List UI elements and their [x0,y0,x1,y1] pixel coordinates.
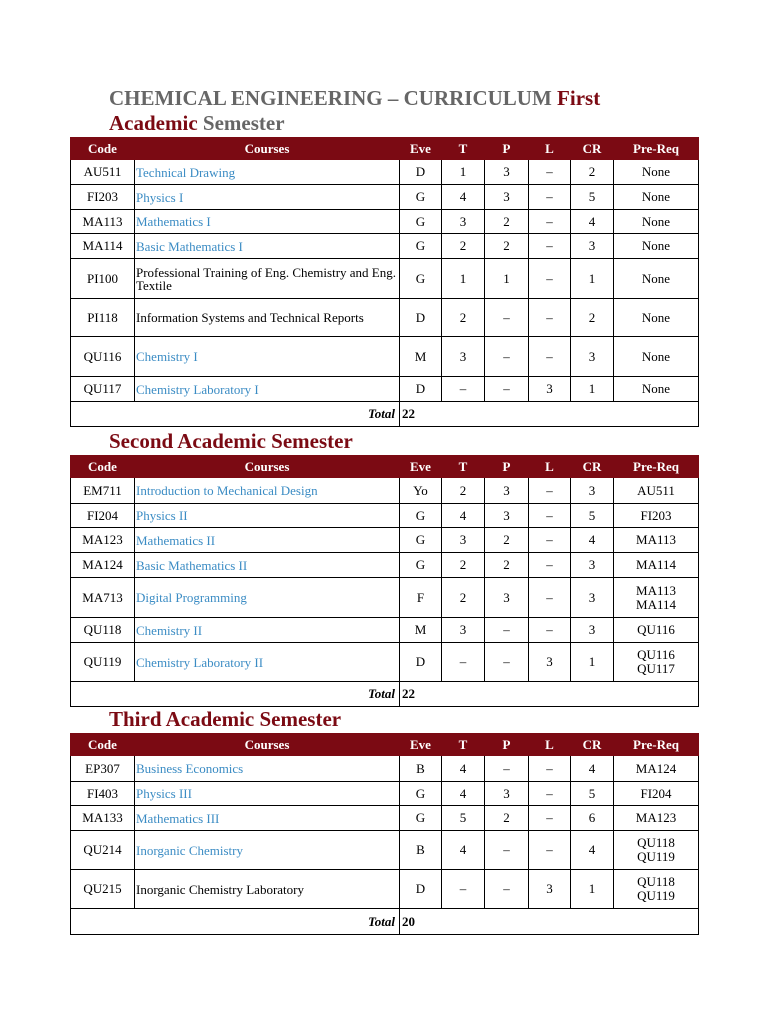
cell-course[interactable]: Mathematics I [135,210,400,234]
cell-prereq: None [614,234,699,259]
cell-cr: 3 [571,578,614,618]
cell-code: MA713 [71,578,135,618]
cell-p: 3 [485,185,529,210]
cell-l: – [529,210,571,234]
column-header-t: T [442,456,485,478]
cell-prereq: QU118 QU119 [614,870,699,909]
cell-p: 3 [485,160,529,185]
title-academic: Academic [109,111,198,135]
cell-eve: M [400,337,442,377]
total-value: 22 [400,682,442,707]
title-main: CHEMICAL ENGINEERING – CURRICULUM [109,86,552,110]
cell-p: 2 [485,553,529,578]
table-row [71,831,699,870]
table-row [71,259,699,299]
cell-code: FI204 [71,504,135,528]
cell-prereq: QU118 QU119 [614,831,699,870]
cell-course[interactable]: Introduction to Mechanical Design [135,478,400,504]
cell-t: 4 [442,782,485,806]
column-header-eve: Eve [400,456,442,478]
column-header-courses: Courses [135,734,400,756]
total-spacer [442,402,699,427]
cell-l: – [529,185,571,210]
cell-code: MA124 [71,553,135,578]
cell-eve: M [400,618,442,643]
second-semester-table [70,455,699,707]
cell-course: Inorganic Chemistry Laboratory [135,870,400,909]
cell-prereq: AU511 [614,478,699,504]
cell-code: EP307 [71,756,135,782]
cell-l: – [529,578,571,618]
cell-t: – [442,377,485,402]
table-row [71,377,699,402]
cell-course[interactable]: Mathematics II [135,528,400,553]
cell-prereq: None [614,185,699,210]
cell-t: 3 [442,337,485,377]
cell-cr: 1 [571,643,614,682]
column-header-p: P [485,456,529,478]
cell-course[interactable]: Business Economics [135,756,400,782]
column-header-t: T [442,138,485,160]
cell-code: QU119 [71,643,135,682]
cell-cr: 3 [571,478,614,504]
cell-course[interactable]: Technical Drawing [135,160,400,185]
total-row [71,402,699,427]
total-row [71,682,699,707]
cell-course[interactable]: Basic Mathematics I [135,234,400,259]
cell-t: 3 [442,618,485,643]
cell-eve: D [400,870,442,909]
column-header-prereq: Pre-Req [614,456,699,478]
table-row [71,185,699,210]
cell-l: – [529,478,571,504]
cell-l: 3 [529,870,571,909]
cell-p: – [485,756,529,782]
cell-p: 2 [485,806,529,831]
cell-l: – [529,553,571,578]
cell-course[interactable]: Chemistry Laboratory II [135,643,400,682]
cell-code: FI403 [71,782,135,806]
column-header-p: P [485,138,529,160]
column-header-code: Code [71,734,135,756]
cell-code: QU117 [71,377,135,402]
cell-p: – [485,870,529,909]
cell-eve: G [400,185,442,210]
title-semester: Semester [202,111,285,135]
table-row [71,504,699,528]
table-header-row [71,456,699,478]
column-header-l: L [529,734,571,756]
column-header-prereq: Pre-Req [614,734,699,756]
column-header-l: L [529,138,571,160]
column-header-eve: Eve [400,138,442,160]
cell-l: – [529,806,571,831]
column-header-code: Code [71,456,135,478]
cell-eve: G [400,806,442,831]
cell-t: 2 [442,478,485,504]
cell-course[interactable]: Physics III [135,782,400,806]
third-semester-table [70,733,699,935]
cell-p: – [485,299,529,337]
cell-course[interactable]: Digital Programming [135,578,400,618]
cell-p: – [485,643,529,682]
cell-t: 2 [442,299,485,337]
cell-eve: D [400,643,442,682]
cell-cr: 1 [571,259,614,299]
cell-t: 5 [442,806,485,831]
table-header-row [71,138,699,160]
cell-p: 2 [485,234,529,259]
cell-l: – [529,337,571,377]
cell-eve: F [400,578,442,618]
cell-p: 3 [485,504,529,528]
cell-p: 3 [485,478,529,504]
total-label: Total [71,402,400,427]
second-semester-title: Second Academic Semester [109,429,353,453]
table-row [71,643,699,682]
cell-p: – [485,337,529,377]
cell-l: – [529,234,571,259]
cell-eve: G [400,504,442,528]
cell-l: 3 [529,643,571,682]
column-header-code: Code [71,138,135,160]
total-value: 22 [400,402,442,427]
cell-eve: D [400,299,442,337]
cell-eve: G [400,234,442,259]
column-header-t: T [442,734,485,756]
table-row [71,234,699,259]
cell-prereq: MA123 [614,806,699,831]
cell-l: – [529,259,571,299]
page-title-line2 [109,111,285,136]
cell-code: QU215 [71,870,135,909]
total-row [71,909,699,935]
cell-p: 2 [485,210,529,234]
cell-t: 3 [442,210,485,234]
cell-l: – [529,782,571,806]
cell-cr: 2 [571,299,614,337]
table-row [71,528,699,553]
cell-cr: 2 [571,160,614,185]
cell-t: 2 [442,234,485,259]
cell-t: – [442,643,485,682]
column-header-eve: Eve [400,734,442,756]
cell-course[interactable]: Chemistry Laboratory I [135,377,400,402]
page-title [109,86,600,111]
first-semester-table [70,137,699,427]
cell-eve: G [400,259,442,299]
cell-course[interactable]: Basic Mathematics II [135,553,400,578]
column-header-cr: CR [571,734,614,756]
cell-prereq: FI203 [614,504,699,528]
cell-code: MA113 [71,210,135,234]
cell-code: MA123 [71,528,135,553]
cell-cr: 4 [571,831,614,870]
cell-cr: 4 [571,210,614,234]
cell-cr: 5 [571,782,614,806]
cell-t: 1 [442,259,485,299]
cell-prereq: MA124 [614,756,699,782]
cell-t: 4 [442,756,485,782]
cell-t: 3 [442,528,485,553]
cell-eve: D [400,377,442,402]
cell-l: – [529,504,571,528]
cell-code: AU511 [71,160,135,185]
table-row [71,553,699,578]
total-label: Total [71,909,400,935]
cell-cr: 1 [571,377,614,402]
cell-prereq: QU116 [614,618,699,643]
cell-l: – [529,618,571,643]
cell-code: QU118 [71,618,135,643]
cell-eve: B [400,831,442,870]
cell-code: EM711 [71,478,135,504]
cell-cr: 1 [571,870,614,909]
cell-eve: G [400,553,442,578]
cell-course[interactable]: Chemistry I [135,337,400,377]
column-header-p: P [485,734,529,756]
cell-t: 4 [442,831,485,870]
cell-p: 3 [485,782,529,806]
cell-eve: G [400,782,442,806]
cell-course[interactable]: Physics II [135,504,400,528]
column-header-cr: CR [571,138,614,160]
cell-prereq: MA114 [614,553,699,578]
cell-cr: 3 [571,618,614,643]
cell-l: 3 [529,377,571,402]
cell-t: 2 [442,553,485,578]
column-header-courses: Courses [135,456,400,478]
total-value: 20 [400,909,442,935]
cell-cr: 3 [571,337,614,377]
table-row [71,756,699,782]
cell-l: – [529,528,571,553]
cell-eve: D [400,160,442,185]
table-header-row [71,734,699,756]
cell-code: QU116 [71,337,135,377]
cell-course[interactable]: Chemistry II [135,618,400,643]
cell-prereq: FI204 [614,782,699,806]
cell-prereq: None [614,337,699,377]
cell-t: 4 [442,504,485,528]
cell-eve: Yo [400,478,442,504]
table-row [71,210,699,234]
cell-code: MA114 [71,234,135,259]
title-first: First [557,86,601,110]
total-label: Total [71,682,400,707]
cell-prereq: None [614,160,699,185]
cell-cr: 4 [571,528,614,553]
cell-course[interactable]: Inorganic Chemistry [135,831,400,870]
cell-p: – [485,831,529,870]
cell-l: – [529,160,571,185]
cell-cr: 5 [571,185,614,210]
cell-t: 4 [442,185,485,210]
cell-prereq: MA113 MA114 [614,578,699,618]
table-row [71,782,699,806]
table-row [71,337,699,377]
cell-eve: B [400,756,442,782]
cell-code: QU214 [71,831,135,870]
column-header-l: L [529,456,571,478]
table-row [71,870,699,909]
cell-code: PI100 [71,259,135,299]
cell-prereq: QU116 QU117 [614,643,699,682]
cell-course[interactable]: Mathematics III [135,806,400,831]
cell-code: FI203 [71,185,135,210]
cell-t: 2 [442,578,485,618]
column-header-cr: CR [571,456,614,478]
table-row [71,160,699,185]
cell-cr: 3 [571,234,614,259]
cell-cr: 5 [571,504,614,528]
cell-t: 1 [442,160,485,185]
cell-p: – [485,377,529,402]
cell-course: Information Systems and Technical Reports [135,299,400,337]
cell-l: – [529,831,571,870]
table-row [71,618,699,643]
cell-l: – [529,756,571,782]
cell-t: – [442,870,485,909]
column-header-courses: Courses [135,138,400,160]
cell-cr: 3 [571,553,614,578]
cell-prereq: None [614,377,699,402]
column-header-prereq: Pre-Req [614,138,699,160]
cell-code: MA133 [71,806,135,831]
cell-course[interactable]: Physics I [135,185,400,210]
cell-eve: G [400,210,442,234]
cell-p: 3 [485,578,529,618]
cell-p: 2 [485,528,529,553]
table-row [71,478,699,504]
cell-course: Professional Training of Eng. Chemistry and Eng. Textile [135,259,400,299]
cell-prereq: MA113 [614,528,699,553]
table-row [71,299,699,337]
cell-prereq: None [614,210,699,234]
cell-cr: 4 [571,756,614,782]
cell-prereq: None [614,259,699,299]
table-row [71,578,699,618]
cell-eve: G [400,528,442,553]
total-spacer [442,682,699,707]
cell-l: – [529,299,571,337]
cell-prereq: None [614,299,699,337]
third-semester-title: Third Academic Semester [109,707,342,731]
total-spacer [442,909,699,935]
cell-code: PI118 [71,299,135,337]
cell-p: – [485,618,529,643]
cell-cr: 6 [571,806,614,831]
table-row [71,806,699,831]
cell-p: 1 [485,259,529,299]
